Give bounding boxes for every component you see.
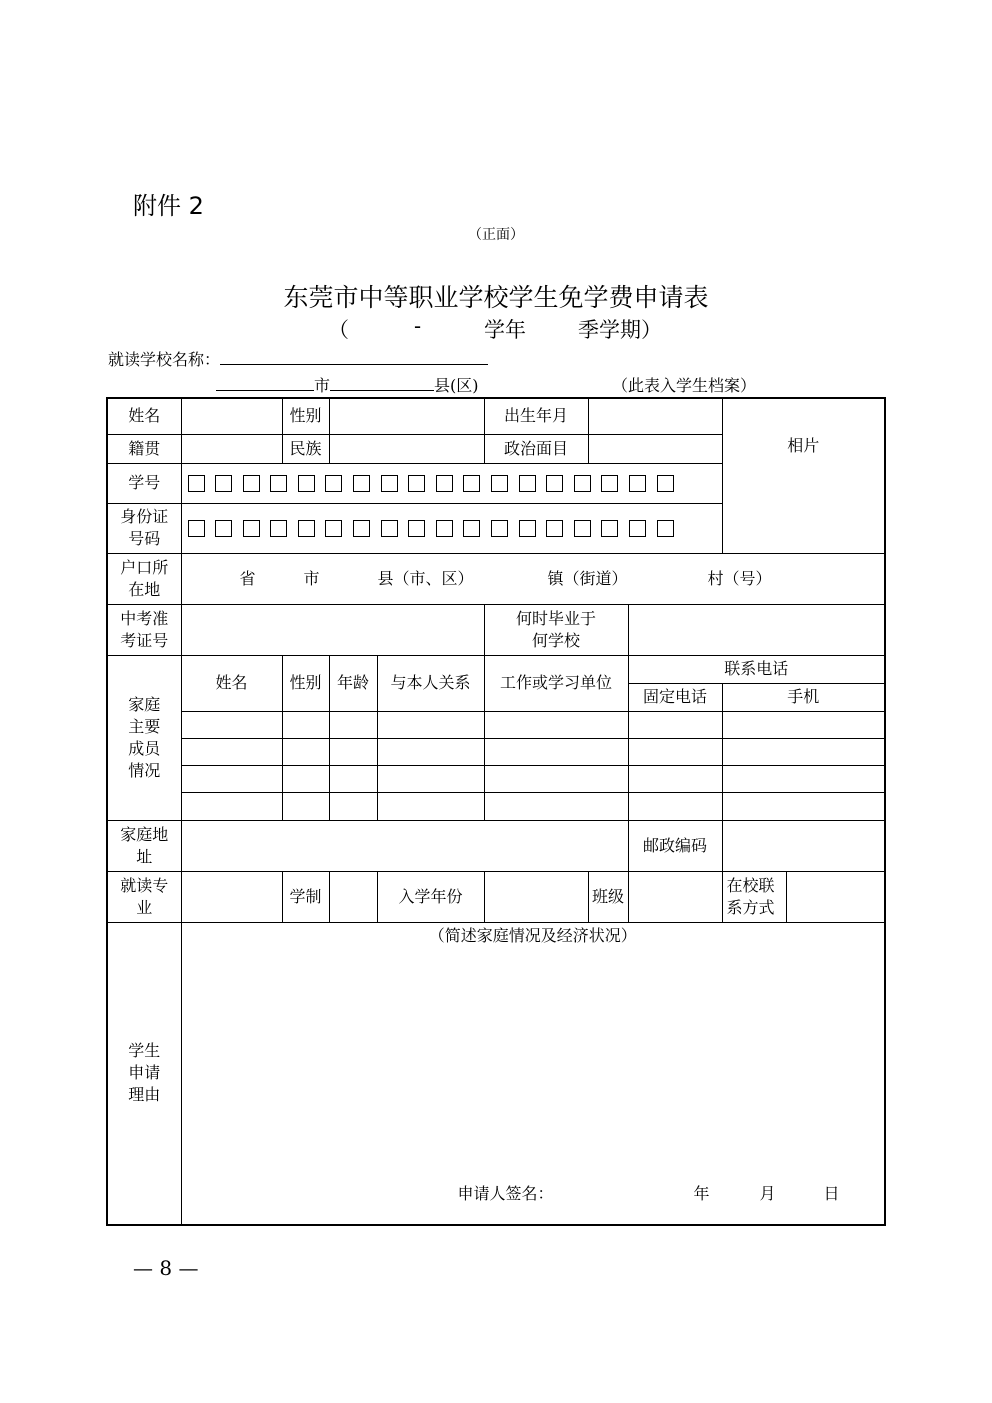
side-label: （正面）	[468, 227, 524, 243]
family-cell[interactable]	[282, 765, 329, 792]
student-no-label: 学号	[107, 463, 181, 503]
family-cell[interactable]	[628, 711, 722, 738]
archive-note: （此表入学生档案）	[612, 376, 757, 395]
class-field[interactable]	[628, 871, 722, 922]
family-cell[interactable]	[484, 765, 628, 792]
student-no-boxes[interactable]	[181, 463, 722, 503]
family-cell[interactable]	[484, 711, 628, 738]
sign-day-label: 日	[823, 1183, 840, 1203]
family-text: 家庭主要成员情况	[128, 694, 161, 780]
name-label: 姓名	[107, 398, 181, 434]
contact-field[interactable]	[786, 871, 885, 922]
family-label	[107, 655, 181, 820]
family-cell[interactable]	[329, 711, 377, 738]
signature-label: 申请人签名：	[457, 1183, 554, 1203]
enroll-year-field[interactable]	[484, 871, 588, 922]
birth-field[interactable]	[588, 398, 722, 434]
family-cell[interactable]	[377, 711, 484, 738]
family-cell[interactable]	[282, 738, 329, 765]
photo-label: 相片	[787, 435, 820, 455]
subtitle-open: （	[328, 318, 349, 342]
family-cell[interactable]	[484, 792, 628, 820]
enroll-year-label: 入学年份	[377, 871, 484, 922]
id-no-label	[107, 503, 181, 553]
major-field[interactable]	[181, 871, 282, 922]
family-cell[interactable]	[329, 792, 377, 820]
birth-label: 出生年月	[484, 398, 588, 434]
sign-year-label: 年	[693, 1183, 710, 1203]
exam-no-text: 中考准考证号	[120, 608, 169, 650]
family-gender-header: 性别	[282, 655, 329, 711]
city-suffix: 市	[314, 376, 331, 395]
family-cell[interactable]	[722, 711, 885, 738]
family-cell[interactable]	[628, 792, 722, 820]
family-name-header: 姓名	[181, 655, 282, 711]
hukou-town: 镇（街道）	[547, 568, 628, 588]
region-line	[216, 373, 479, 396]
family-landline-header: 固定电话	[628, 683, 722, 711]
family-cell[interactable]	[722, 792, 885, 820]
family-relation-header: 与本人关系	[377, 655, 484, 711]
family-phone-header: 联系电话	[628, 655, 885, 683]
exam-no-label	[107, 604, 181, 655]
subtitle-term: 季学期）	[578, 318, 662, 342]
hukou-village: 村（号）	[707, 568, 772, 588]
address-text: 家庭地址	[120, 824, 169, 866]
family-mobile-header: 手机	[722, 683, 885, 711]
attachment-label: 附件 2	[133, 192, 204, 220]
family-cell[interactable]	[628, 738, 722, 765]
application-table	[106, 397, 886, 1226]
family-unit-header: 工作或学习单位	[484, 655, 628, 711]
reason-label	[107, 922, 181, 1225]
graduation-field[interactable]	[628, 604, 885, 655]
class-label: 班级	[588, 871, 628, 922]
major-text: 就读专业	[120, 875, 169, 917]
school-name-field[interactable]	[220, 348, 488, 365]
address-label	[107, 820, 181, 871]
ethnic-label: 民族	[282, 434, 329, 463]
postcode-label: 邮政编码	[628, 820, 722, 871]
political-field[interactable]	[588, 434, 722, 463]
family-cell[interactable]	[181, 711, 282, 738]
sign-month-label: 月	[759, 1183, 776, 1203]
family-cell[interactable]	[181, 765, 282, 792]
page-number: — 8 —	[133, 1256, 199, 1280]
system-field[interactable]	[329, 871, 377, 922]
reason-text: 学生申请理由	[128, 1041, 161, 1105]
gender-field[interactable]	[329, 398, 484, 434]
contact-text: 在校联系方式	[726, 875, 775, 917]
family-row	[107, 711, 885, 738]
family-age-header: 年龄	[329, 655, 377, 711]
family-cell[interactable]	[628, 765, 722, 792]
political-label: 政治面目	[484, 434, 588, 463]
id-no-boxes[interactable]	[181, 503, 722, 553]
family-row	[107, 765, 885, 792]
family-cell[interactable]	[329, 738, 377, 765]
hukou-province: 省	[239, 568, 256, 588]
family-cell[interactable]	[282, 711, 329, 738]
exam-no-field[interactable]	[181, 604, 484, 655]
family-cell[interactable]	[282, 792, 329, 820]
gender-label: 性别	[282, 398, 329, 434]
city-field[interactable]	[216, 374, 314, 391]
family-cell[interactable]	[377, 792, 484, 820]
family-cell[interactable]	[181, 792, 282, 820]
family-cell[interactable]	[722, 738, 885, 765]
family-cell[interactable]	[181, 738, 282, 765]
school-label: 就读学校名称：	[108, 350, 221, 369]
graduation-text: 何时毕业于何学校	[516, 608, 597, 650]
postcode-field[interactable]	[722, 820, 885, 871]
county-field[interactable]	[330, 374, 434, 391]
family-cell[interactable]	[329, 765, 377, 792]
hukou-field[interactable]	[181, 553, 885, 604]
hukou-city: 市	[303, 568, 320, 588]
native-label: 籍贯	[107, 434, 181, 463]
contact-label	[722, 871, 786, 922]
ethnic-field[interactable]	[329, 434, 484, 463]
name-field[interactable]	[181, 398, 282, 434]
family-row	[107, 792, 885, 820]
form-title: 东莞市中等职业学校学生免学费申请表	[283, 283, 709, 312]
county-suffix: 县(区)	[434, 376, 479, 395]
photo-cell	[722, 398, 885, 553]
id-no-text: 身份证号码	[120, 507, 169, 548]
subtitle-dash: -	[414, 314, 422, 338]
hukou-county: 县（市、区）	[377, 568, 474, 588]
family-cell[interactable]	[377, 738, 484, 765]
graduation-label	[484, 604, 628, 655]
native-field[interactable]	[181, 434, 282, 463]
hukou-text: 户口所在地	[120, 557, 169, 599]
family-cell[interactable]	[722, 765, 885, 792]
subtitle-year: 学年	[484, 318, 526, 342]
family-row	[107, 738, 885, 765]
family-cell[interactable]	[377, 765, 484, 792]
address-field[interactable]	[181, 820, 628, 871]
family-cell[interactable]	[484, 738, 628, 765]
major-label	[107, 871, 181, 922]
hukou-label	[107, 553, 181, 604]
school-line	[108, 347, 488, 370]
reason-hint: （简述家庭情况及经济状况）	[428, 925, 637, 945]
system-label: 学制	[282, 871, 329, 922]
reason-field[interactable]	[181, 922, 885, 1225]
